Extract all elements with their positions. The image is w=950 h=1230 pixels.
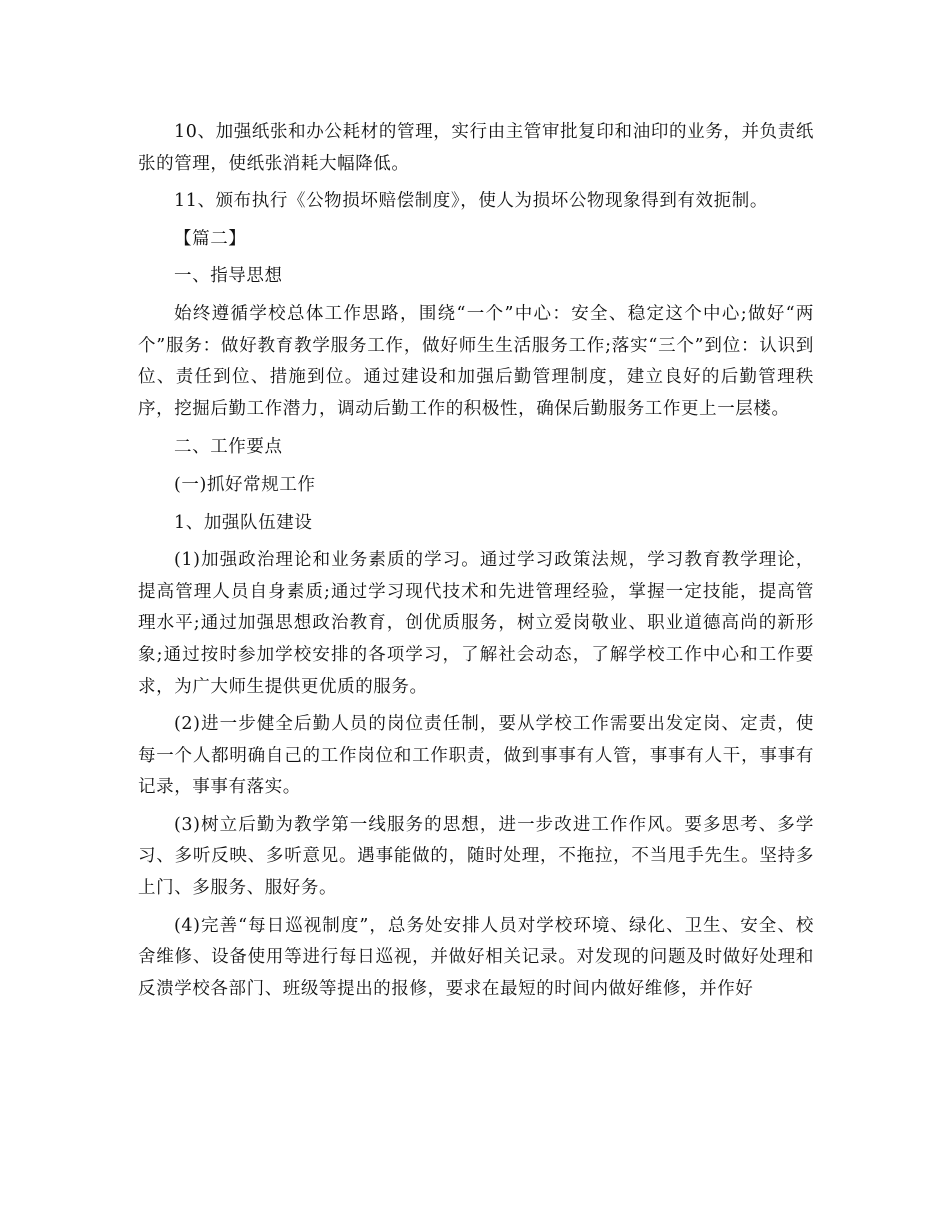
section-heading-part-two: 【篇二】 (174, 228, 247, 249)
subheading-team-building: 1、加强队伍建设 (174, 512, 313, 533)
heading-guiding-thought: 一、指导思想 (174, 266, 283, 287)
paragraph-service-thinking: (3)树立后勤为教学第一线服务的思想，进一步改进工作作风。要多思考、多学习、多听反映、多听意见。遇事能做的，随时处理，不拖拉，不当甩手先生。坚持多上门、多服务、服好务。 (138, 814, 814, 899)
document-body (138, 117, 814, 1011)
paragraph-item-11: 11、颁布执行《公物损坏赔偿制度》，使人为损坏公物现象得到有效扼制。 (174, 191, 768, 212)
paragraph-study: (1)加强政治理论和业务素质的学习。通过学习政策法规，学习教育教学理论，提高管理人员自身素质;通过学习现代技术和先进管理经验，掌握一定技能，提高管理水平;通过加强思想政治教育，创优质服务，树立爱岗敬业、职业道德高尚的新形象;通过按时参加学校安排的各项学习，了解社会动态，了解学校工作中心和工作要求，为广大师生提供更优质的服务。 (138, 550, 814, 697)
paragraph-item-10: 10、加强纸张和办公耗材的管理，实行由主管审批复印和油印的业务，并负责纸张的管理，使纸张消耗大幅降低。 (138, 122, 814, 174)
subheading-routine-work: (一)抓好常规工作 (174, 474, 316, 495)
paragraph-daily-inspection: (4)完善“每日巡视制度”，总务处安排人员对学校环境、绿化、卫生、安全、校舍维修、设备使用等进行每日巡视，并做好相关记录。对发现的问题及时做好处理和反溃学校各部门、班级等提出的报修，要求在最短的时间内做好维修，并作好 (138, 915, 814, 999)
heading-work-points: 二、工作要点 (174, 437, 283, 458)
paragraph-responsibility: (2)进一步健全后勤人员的岗位责任制，要从学校工作需要出发定岗、定责，使每一个人都明确自己的工作岗位和工作职责，做到事事有人管，事事有人干，事事有记录，事事有落实。 (138, 714, 814, 798)
paragraph-guiding-thought: 始终遵循学校总体工作思路，围绕“一个”中心：安全、稳定这个中心;做好“两个”服务：做好教育教学服务工作，做好师生生活服务工作;落实“三个”到位：认识到位、责任到位、措施到位。通过建设和加强后勤管理制度，建立良好的后勤管理秩序，挖掘后勤工作潜力，调动后勤工作的积极性，确保后勤服务工作更上一层楼。 (138, 303, 814, 419)
